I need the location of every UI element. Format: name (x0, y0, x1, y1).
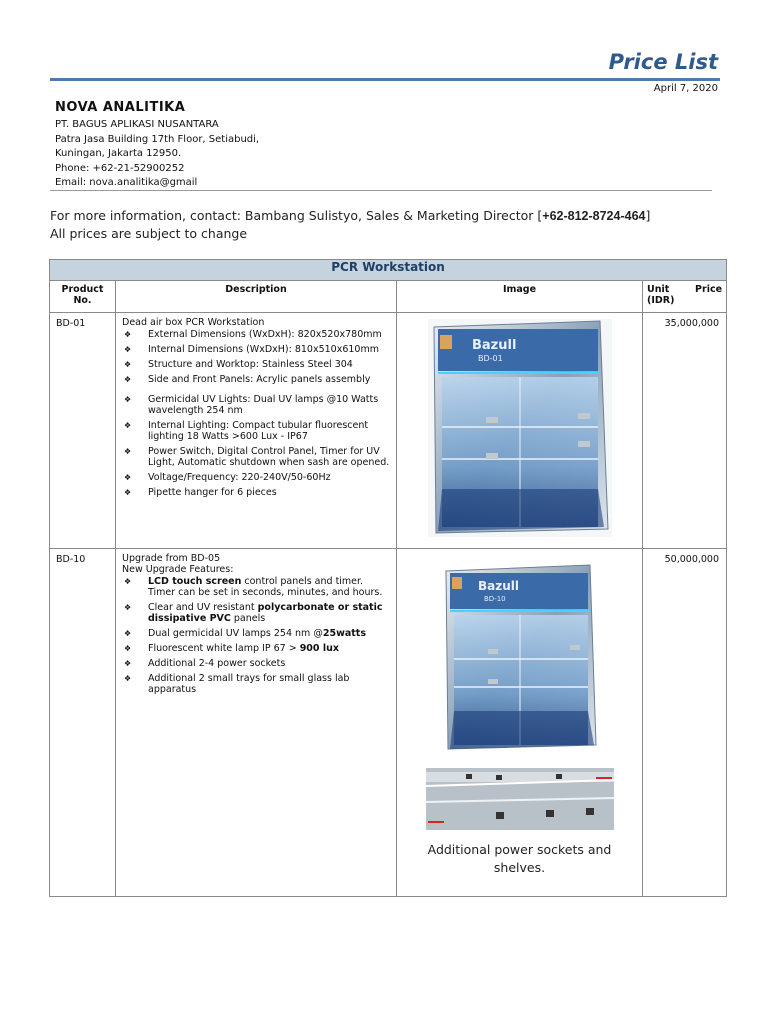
page-title: Price List (608, 50, 718, 74)
feature-item: ❖ Structure and Worktop: Stainless Steel 304 (124, 359, 353, 370)
feature-item: ❖ Power Switch, Digital Control Panel, Timer for UV Light, Automatic shutdown when sash are opened. (124, 446, 390, 468)
product-title: Dead air box PCR Workstation (122, 317, 265, 328)
feature-item: ❖ Additional 2 small trays for small glass lab apparatus (124, 673, 350, 695)
power-sockets-image (426, 768, 614, 830)
product-no: BD-10 (50, 549, 116, 897)
feature-item: ❖ Pipette hanger for 6 pieces (124, 487, 277, 498)
phone-line: Phone: +62-21-52900252 (55, 162, 185, 174)
document-date: April 7, 2020 (653, 83, 718, 94)
product-image-cell (397, 549, 643, 897)
feature-item: ❖ LCD touch screen control panels and timer. Timer can be set in seconds, minutes, and hours. (124, 576, 383, 598)
feature-item: ❖ Side and Front Panels: Acrylic panels assembly (124, 374, 371, 385)
product-image-cell (397, 313, 643, 549)
feature-item: ❖ Internal Lighting: Compact tubular fluorescent lighting 18 Watts >600 Lux - IP67 (124, 420, 369, 442)
company-address (55, 118, 259, 191)
price-table (49, 259, 727, 897)
model-label: BD-10 (483, 595, 506, 603)
feature-item: ❖ Internal Dimensions (WxDxH): 810x510x610mm (124, 344, 379, 355)
product-subtitle: New Upgrade Features: (122, 564, 234, 575)
address-divider (50, 190, 712, 191)
product-description (116, 313, 397, 549)
address-line: PT. BAGUS APLIKASI NUSANTARA (55, 119, 219, 130)
brand-label: Bazull (471, 338, 516, 353)
feature-item: ❖ External Dimensions (WxDxH): 820x520x780mm (124, 329, 382, 340)
header-unit-price (643, 281, 727, 313)
image-caption: Additional power sockets and shelves. (427, 842, 612, 875)
feature-item: ❖ Germicidal UV Lights: Dual UV lamps @10 Watts wavelength 254 nm (124, 394, 379, 416)
email-line: Email: nova.analitika@gmail (55, 177, 198, 188)
contact-line (50, 207, 650, 225)
unit-price: 50,000,000 (643, 549, 727, 897)
brand-label: Bazull (477, 579, 519, 593)
section-header-row (50, 260, 727, 281)
workstation-image (428, 319, 612, 537)
contact-info (50, 207, 650, 243)
section-title: PCR Workstation (50, 260, 727, 281)
company-name: NOVA ANALITIKA (55, 100, 186, 115)
title-divider (50, 78, 720, 81)
table-row (50, 313, 727, 549)
workstation-image (440, 563, 600, 753)
address-line: Kuningan, Jakarta 12950. (55, 148, 182, 159)
contact-text: For more information, contact: Bambang Sulistyo, Sales & Marketing Director [ (50, 208, 543, 223)
feature-item: ❖ Voltage/Frequency: 220-240V/50-60Hz (124, 472, 331, 483)
header-description: Description (116, 281, 397, 313)
unit-price: 35,000,000 (643, 313, 727, 549)
feature-item: ❖ Additional 2-4 power sockets (124, 658, 286, 669)
contact-phone: +62-812-8724-464 (542, 209, 646, 223)
header-price: Price (695, 284, 723, 295)
price-notice: All prices are subject to change (50, 226, 248, 241)
header-image: Image (397, 281, 643, 313)
feature-item: ❖ Fluorescent white lamp IP 67 > 900 lux (124, 643, 339, 654)
contact-bracket: ] (645, 208, 651, 223)
model-label: BD-01 (477, 354, 503, 363)
address-line: Patra Jasa Building 17th Floor, Setiabudi, (55, 133, 260, 145)
product-no: BD-01 (50, 313, 116, 549)
table-row (50, 549, 727, 897)
feature-list (122, 329, 390, 498)
product-title: Upgrade from BD-05 (122, 553, 221, 564)
header-product-no: Product No. (50, 281, 116, 313)
header-unit: Unit (647, 284, 670, 295)
feature-item: ❖ Clear and UV resistant polycarbonate or static dissipative PVC panels (124, 602, 383, 624)
feature-item: ❖ Dual germicidal UV lamps 254 nm @25watts (124, 628, 366, 639)
header-currency: (IDR) (647, 295, 675, 306)
column-header-row (50, 281, 727, 313)
product-description (116, 549, 397, 897)
feature-list (122, 576, 390, 695)
